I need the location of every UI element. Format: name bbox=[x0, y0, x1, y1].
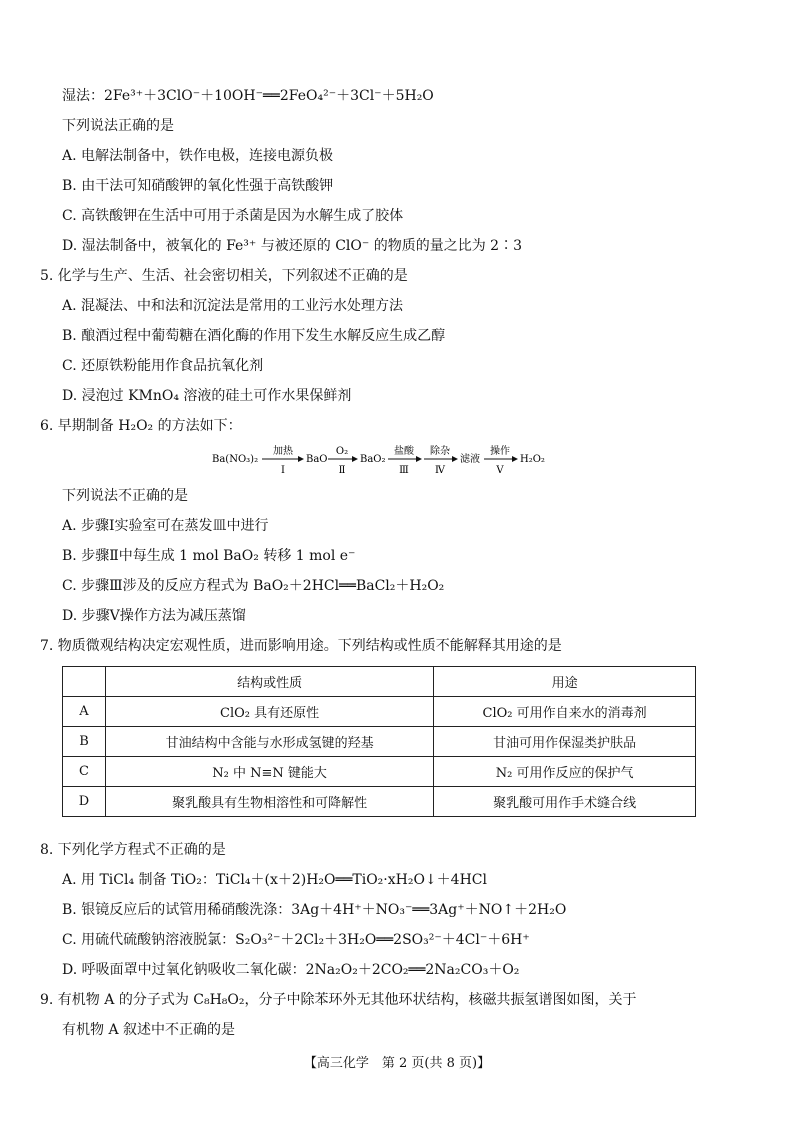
table-cell: 甘油结构中含能与水形成氢键的羟基 bbox=[106, 727, 434, 757]
q8-option-a: A. 用 TiCl₄ 制备 TiO₂：TiCl₄＋(x＋2)H₂O══TiO₂·xH₂O↓＋4HCl bbox=[62, 872, 487, 888]
table-row bbox=[63, 787, 696, 817]
scheme-arrow-2-top: O₂ bbox=[335, 446, 349, 457]
scheme-arrow-2-step: Ⅱ bbox=[338, 465, 346, 476]
table-header-cell: 结构或性质 bbox=[106, 667, 434, 697]
q5-option-c: C. 还原铁粉能用作食品抗氧化剂 bbox=[62, 358, 264, 374]
q5-stem: 5. 化学与生产、生活、社会密切相关，下列叙述不正确的是 bbox=[40, 268, 408, 284]
q8-option-d: D. 呼吸面罩中过氧化钠吸收二氧化碳：2Na₂O₂＋2CO₂══2Na₂CO₃＋O₂ bbox=[62, 962, 520, 978]
q4-option-a: A. 电解法制备中，铁作电极，连接电源负极 bbox=[62, 148, 334, 164]
q6-option-b: B. 步骤Ⅱ中每生成 1 mol BaO₂ 转移 1 mol e⁻ bbox=[62, 548, 356, 564]
table-cell: ClO₂ 具有还原性 bbox=[106, 697, 434, 727]
q6-option-a: A. 步骤Ⅰ实验室可在蒸发皿中进行 bbox=[62, 518, 269, 534]
table-cell: N₂ 中 N≡N 键能大 bbox=[106, 757, 434, 787]
table-cell: C bbox=[63, 757, 106, 787]
q4-option-b: B. 由干法可知硝酸钾的氧化性强于高铁酸钾 bbox=[62, 178, 334, 194]
table-cell: 聚乳酸具有生物相溶性和可降解性 bbox=[106, 787, 434, 817]
q6-option-c: C. 步骤Ⅲ涉及的反应方程式为 BaO₂＋2HCl══BaCl₂＋H₂O₂ bbox=[62, 578, 445, 594]
scheme-node-5: H₂O₂ bbox=[520, 454, 545, 465]
table-cell: 甘油可用作保湿类护肤品 bbox=[434, 727, 696, 757]
q6-option-d: D. 步骤Ⅴ操作方法为减压蒸馏 bbox=[62, 608, 246, 624]
scheme-arrowhead-3 bbox=[416, 456, 422, 462]
scheme-arrow-1-top: 加热 bbox=[273, 446, 293, 457]
q9-stem-line-2: 有机物 A 叙述中不正确的是 bbox=[62, 1022, 236, 1038]
scheme-arrowhead-5 bbox=[512, 456, 518, 462]
scheme-arrow-3-top: 盐酸 bbox=[394, 446, 414, 457]
q8-stem: 8. 下列化学方程式不正确的是 bbox=[40, 842, 226, 858]
q8-option-b: B. 银镜反应后的试管用稀硝酸洗涤：3Ag＋4H⁺＋NO₃⁻══3Ag⁺＋NO↑＋2H₂O bbox=[62, 902, 567, 918]
scheme-arrow-5-top: 操作 bbox=[490, 446, 510, 457]
table-cell: 聚乳酸可用作手术缝合线 bbox=[434, 787, 696, 817]
q6-reaction-scheme bbox=[212, 440, 552, 480]
scheme-arrow-3-step: Ⅲ bbox=[399, 465, 409, 476]
table-header-cell: 用途 bbox=[434, 667, 696, 697]
q7-table bbox=[62, 666, 696, 817]
q4-wet-method-equation: 湿法：2Fe³⁺＋3ClO⁻＋10OH⁻══2FeO₄²⁻＋3Cl⁻＋5H₂O bbox=[62, 88, 434, 104]
scheme-arrow-1-step: Ⅰ bbox=[281, 465, 285, 476]
table-row bbox=[63, 757, 696, 787]
page-footer: 【高三化学 第 2 页(共 8 页)】 bbox=[303, 1056, 491, 1071]
scheme-node-4: 滤液 bbox=[460, 454, 480, 465]
scheme-arrowhead-1 bbox=[298, 456, 304, 462]
q9-stem-line-1: 9. 有机物 A 的分子式为 C₈H₈O₂，分子中除苯环外无其他环状结构，核磁共振氢谱图如图，关于 bbox=[40, 992, 637, 1008]
q6-stem: 6. 早期制备 H₂O₂ 的方法如下： bbox=[40, 418, 242, 434]
scheme-arrowhead-2 bbox=[352, 456, 358, 462]
scheme-arrow-4-top: 除杂 bbox=[430, 446, 450, 457]
scheme-arrowhead-4 bbox=[452, 456, 458, 462]
scheme-arrow-5-step: Ⅴ bbox=[496, 465, 504, 476]
q4-option-c: C. 高铁酸钾在生活中可用于杀菌是因为水解生成了胶体 bbox=[62, 208, 404, 224]
scheme-arrow-4-step: Ⅳ bbox=[435, 465, 445, 476]
table-header-row bbox=[63, 667, 696, 697]
table-cell: N₂ 可用作反应的保护气 bbox=[434, 757, 696, 787]
table-cell: D bbox=[63, 787, 106, 817]
q5-option-b: B. 酿酒过程中葡萄糖在酒化酶的作用下发生水解反应生成乙醇 bbox=[62, 328, 446, 344]
scheme-node-2: BaO bbox=[306, 454, 328, 465]
q8-option-c: C. 用硫代硫酸钠溶液脱氯：S₂O₃²⁻＋2Cl₂＋3H₂O══2SO₃²⁻＋4Cl⁻＋6H⁺ bbox=[62, 932, 530, 948]
table-row bbox=[63, 697, 696, 727]
table-header-cell bbox=[63, 667, 106, 697]
table-row bbox=[63, 727, 696, 757]
table-cell: B bbox=[63, 727, 106, 757]
table-cell: ClO₂ 可用作自来水的消毒剂 bbox=[434, 697, 696, 727]
scheme-node-1: Ba(NO₃)₂ bbox=[212, 454, 259, 465]
q5-option-a: A. 混凝法、中和法和沉淀法是常用的工业污水处理方法 bbox=[62, 298, 404, 314]
scheme-node-3: BaO₂ bbox=[360, 454, 386, 465]
q6-stem-2: 下列说法不正确的是 bbox=[62, 488, 188, 504]
q7-stem: 7. 物质微观结构决定宏观性质，进而影响用途。下列结构或性质不能解释其用途的是 bbox=[40, 638, 562, 654]
q5-option-d: D. 浸泡过 KMnO₄ 溶液的硅土可作水果保鲜剂 bbox=[62, 388, 352, 404]
table-cell: A bbox=[63, 697, 106, 727]
q4-option-d: D. 湿法制备中，被氧化的 Fe³⁺ 与被还原的 ClO⁻ 的物质的量之比为 2∶3 bbox=[62, 238, 522, 254]
q4-stem: 下列说法正确的是 bbox=[62, 118, 174, 134]
